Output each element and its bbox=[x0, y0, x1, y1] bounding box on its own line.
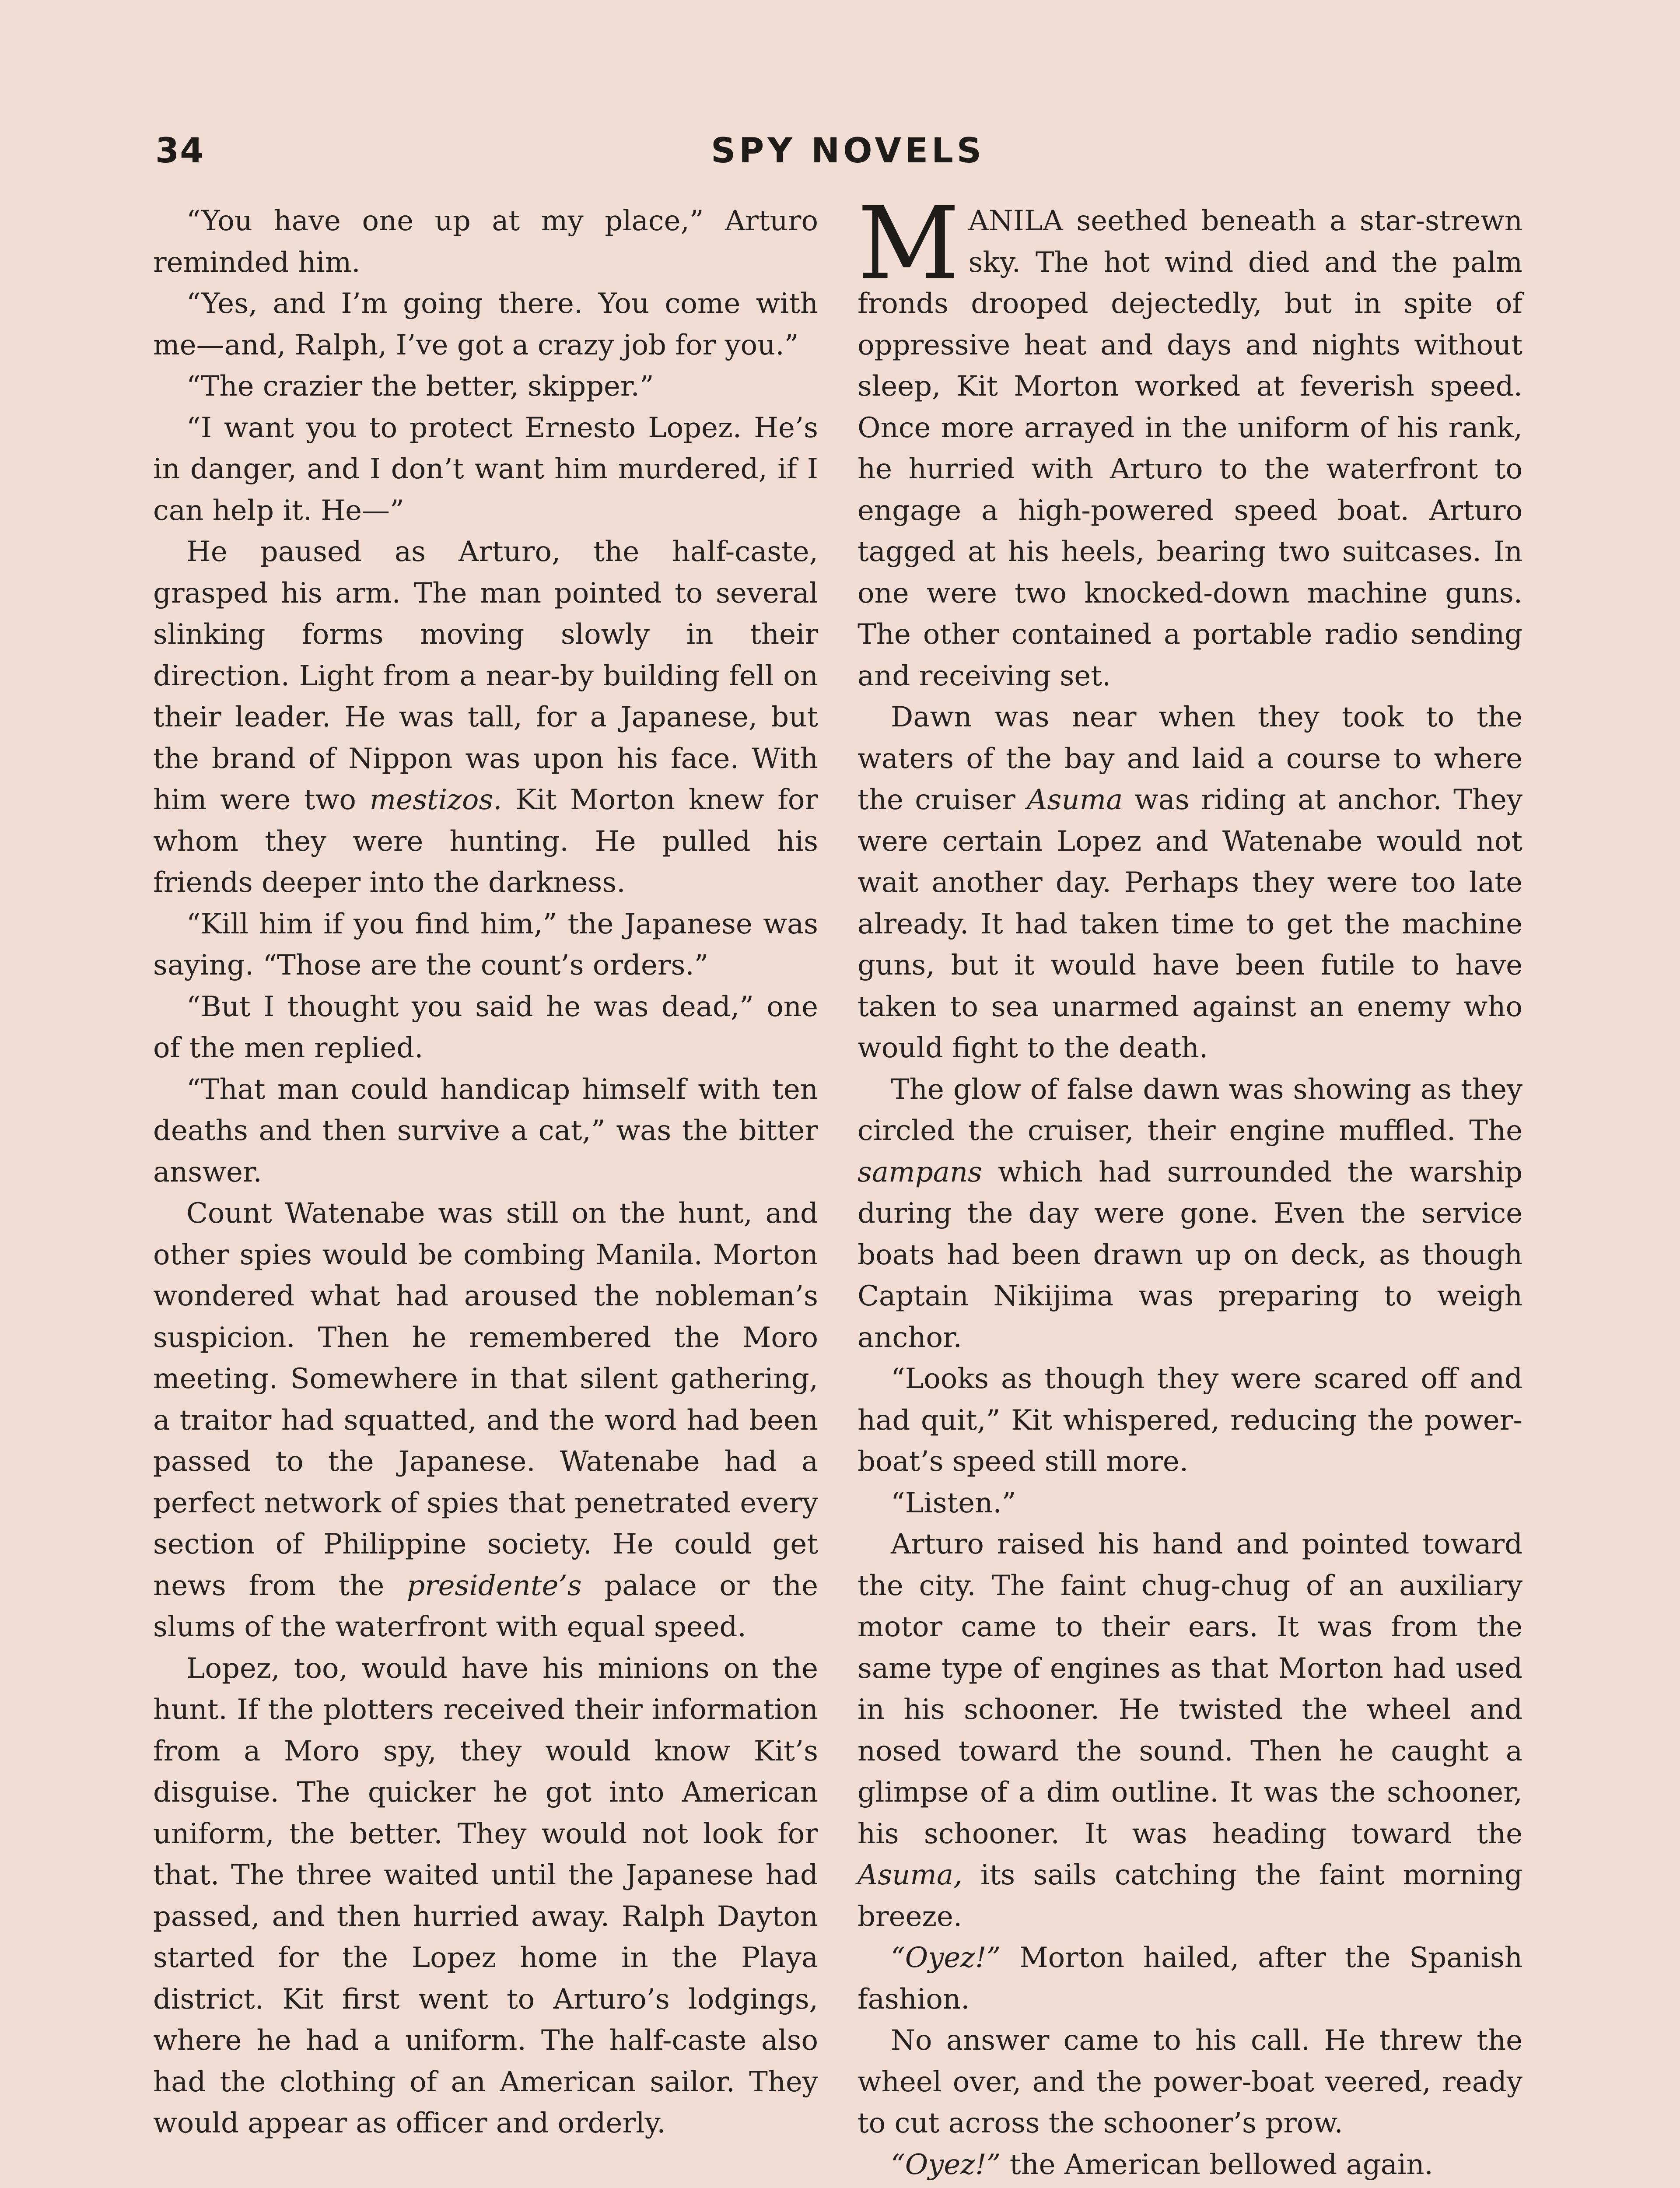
paragraph: “Looks as though they were scared off and had quit,” Kit whispered, reducing the power-boat’s speed still more. bbox=[858, 1363, 1522, 1478]
left-column bbox=[153, 200, 818, 2144]
page-number: 34 bbox=[155, 131, 205, 171]
paragraph: “Yes, and I’m going there. You come with me—and, Ralph, I’ve got a crazy job for you.” bbox=[153, 288, 818, 361]
paragraph: “Oyez!” Morton hailed, after the Spanish fashion. bbox=[858, 1942, 1522, 2016]
paragraph: No answer came to his call. He threw the wheel over, and the power-boat veered, ready to cut across the schooner’s prow. bbox=[858, 2024, 1522, 2139]
paragraph: MANILA seethed beneath a star-strewn sky. The hot wind died and the palm fronds drooped dejectedly, but in spite of oppressive heat and days and nights without sleep, Kit Morton worked at feverish speed. Once more arrayed in the uniform of his rank, he hurried with Arturo to the waterfront to engage a high-powered speed boat. Arturo tagged at his heels, bearing two suitcases. In one were two knocked-down machine guns. The other contained a portable radio sending and receiving set. bbox=[858, 185, 1522, 692]
running-title: SPY NOVELS bbox=[711, 131, 985, 171]
page-header bbox=[155, 131, 1525, 179]
paragraph: “But I thought you said he was dead,” one of the men replied. bbox=[153, 990, 818, 1064]
paragraph: He paused as Arturo, the half-caste, grasped his arm. The man pointed to several slinking forms moving slowly in their direction. Light from a near-by building fell on their leader. He was tall, for a Japanese, but the brand of Nippon was upon his face. With him were two mestizos. Kit Morton knew for whom they were hunting. He pulled his friends deeper into the darkness. bbox=[153, 536, 819, 899]
paragraph: “That man could handicap himself with ten deaths and then survive a cat,” was the bitter answer. bbox=[153, 1073, 818, 1189]
paragraph: “Kill him if you find him,” the Japanese was saying. “Those are the count’s orders.” bbox=[153, 908, 818, 982]
paragraph bbox=[858, 2185, 1522, 2188]
paragraph: Arturo raised his hand and pointed toward the city. The faint chug-chug of an auxiliary motor came to their ears. It was from the same type of engines as that Morton had used in his schooner. He twisted the wheel and nosed toward the sound. Then he caught a glimpse of a dim outline. It was the schooner, his schooner. It was heading toward the Asuma, its sails catching the faint morning breeze. bbox=[858, 1528, 1522, 1933]
right-column bbox=[858, 185, 1523, 2188]
paragraph: Dawn was near when they took to the waters of the bay and laid a course to where the cruiser Asuma was riding at anchor. They were certain Lopez and Watenabe would not wait another day. Perhaps they were too late already. It had taken time to get the machine guns, but it would have been futile to have taken to sea unarmed against an enemy who would fight to the death. bbox=[858, 701, 1523, 1064]
paragraph: “I want you to protect Ernesto Lopez. He’s in danger, and I don’t want him murdered, if I can help it. He—” bbox=[153, 411, 818, 527]
paragraph: The glow of false dawn was showing as they circled the cruiser, their engine muffled. The sampans which had surrounded the warship during the day were gone. Even the service boats had been drawn up on deck, as though Captain Nikijima was preparing to weigh anchor. bbox=[858, 1073, 1522, 1354]
paragraph: “The crazier the better, skipper.” bbox=[186, 370, 654, 403]
paragraph: “Listen.” bbox=[891, 1487, 1016, 1519]
paragraph: “Oyez!” the American bellowed again. bbox=[891, 2148, 1433, 2181]
drop-cap: M bbox=[858, 185, 960, 302]
paragraph: Lopez, too, would have his minions on the hunt. If the plotters received their information from a Moro spy, they would know Kit’s disguise. The quicker he got into American uniform, the better. They would not look for that. The three waited until the Japanese had passed, and then hurried away. Ralph Dayton started for the Lopez home in the Playa district. Kit first went to Arturo’s lodgings, where he had a uniform. The half-caste also had the clothing of an American sailor. They would appear as officer and orderly. bbox=[153, 1652, 818, 2139]
paragraph: Count Watenabe was still on the hunt, and other spies would be combing Manila. Morton wondered what had aroused the nobleman’s suspicion. Then he remembered the Moro meeting. Somewhere in that silent gathering, a traitor had squatted, and the word had been passed to the Japanese. Watenabe had a perfect network of spies that penetrated every section of Philippine society. He could get news from the presidente’s palace or the slums of the waterfront with equal speed. bbox=[153, 1197, 818, 1643]
paragraph: “You have one up at my place,” Arturo reminded him. bbox=[153, 205, 818, 279]
